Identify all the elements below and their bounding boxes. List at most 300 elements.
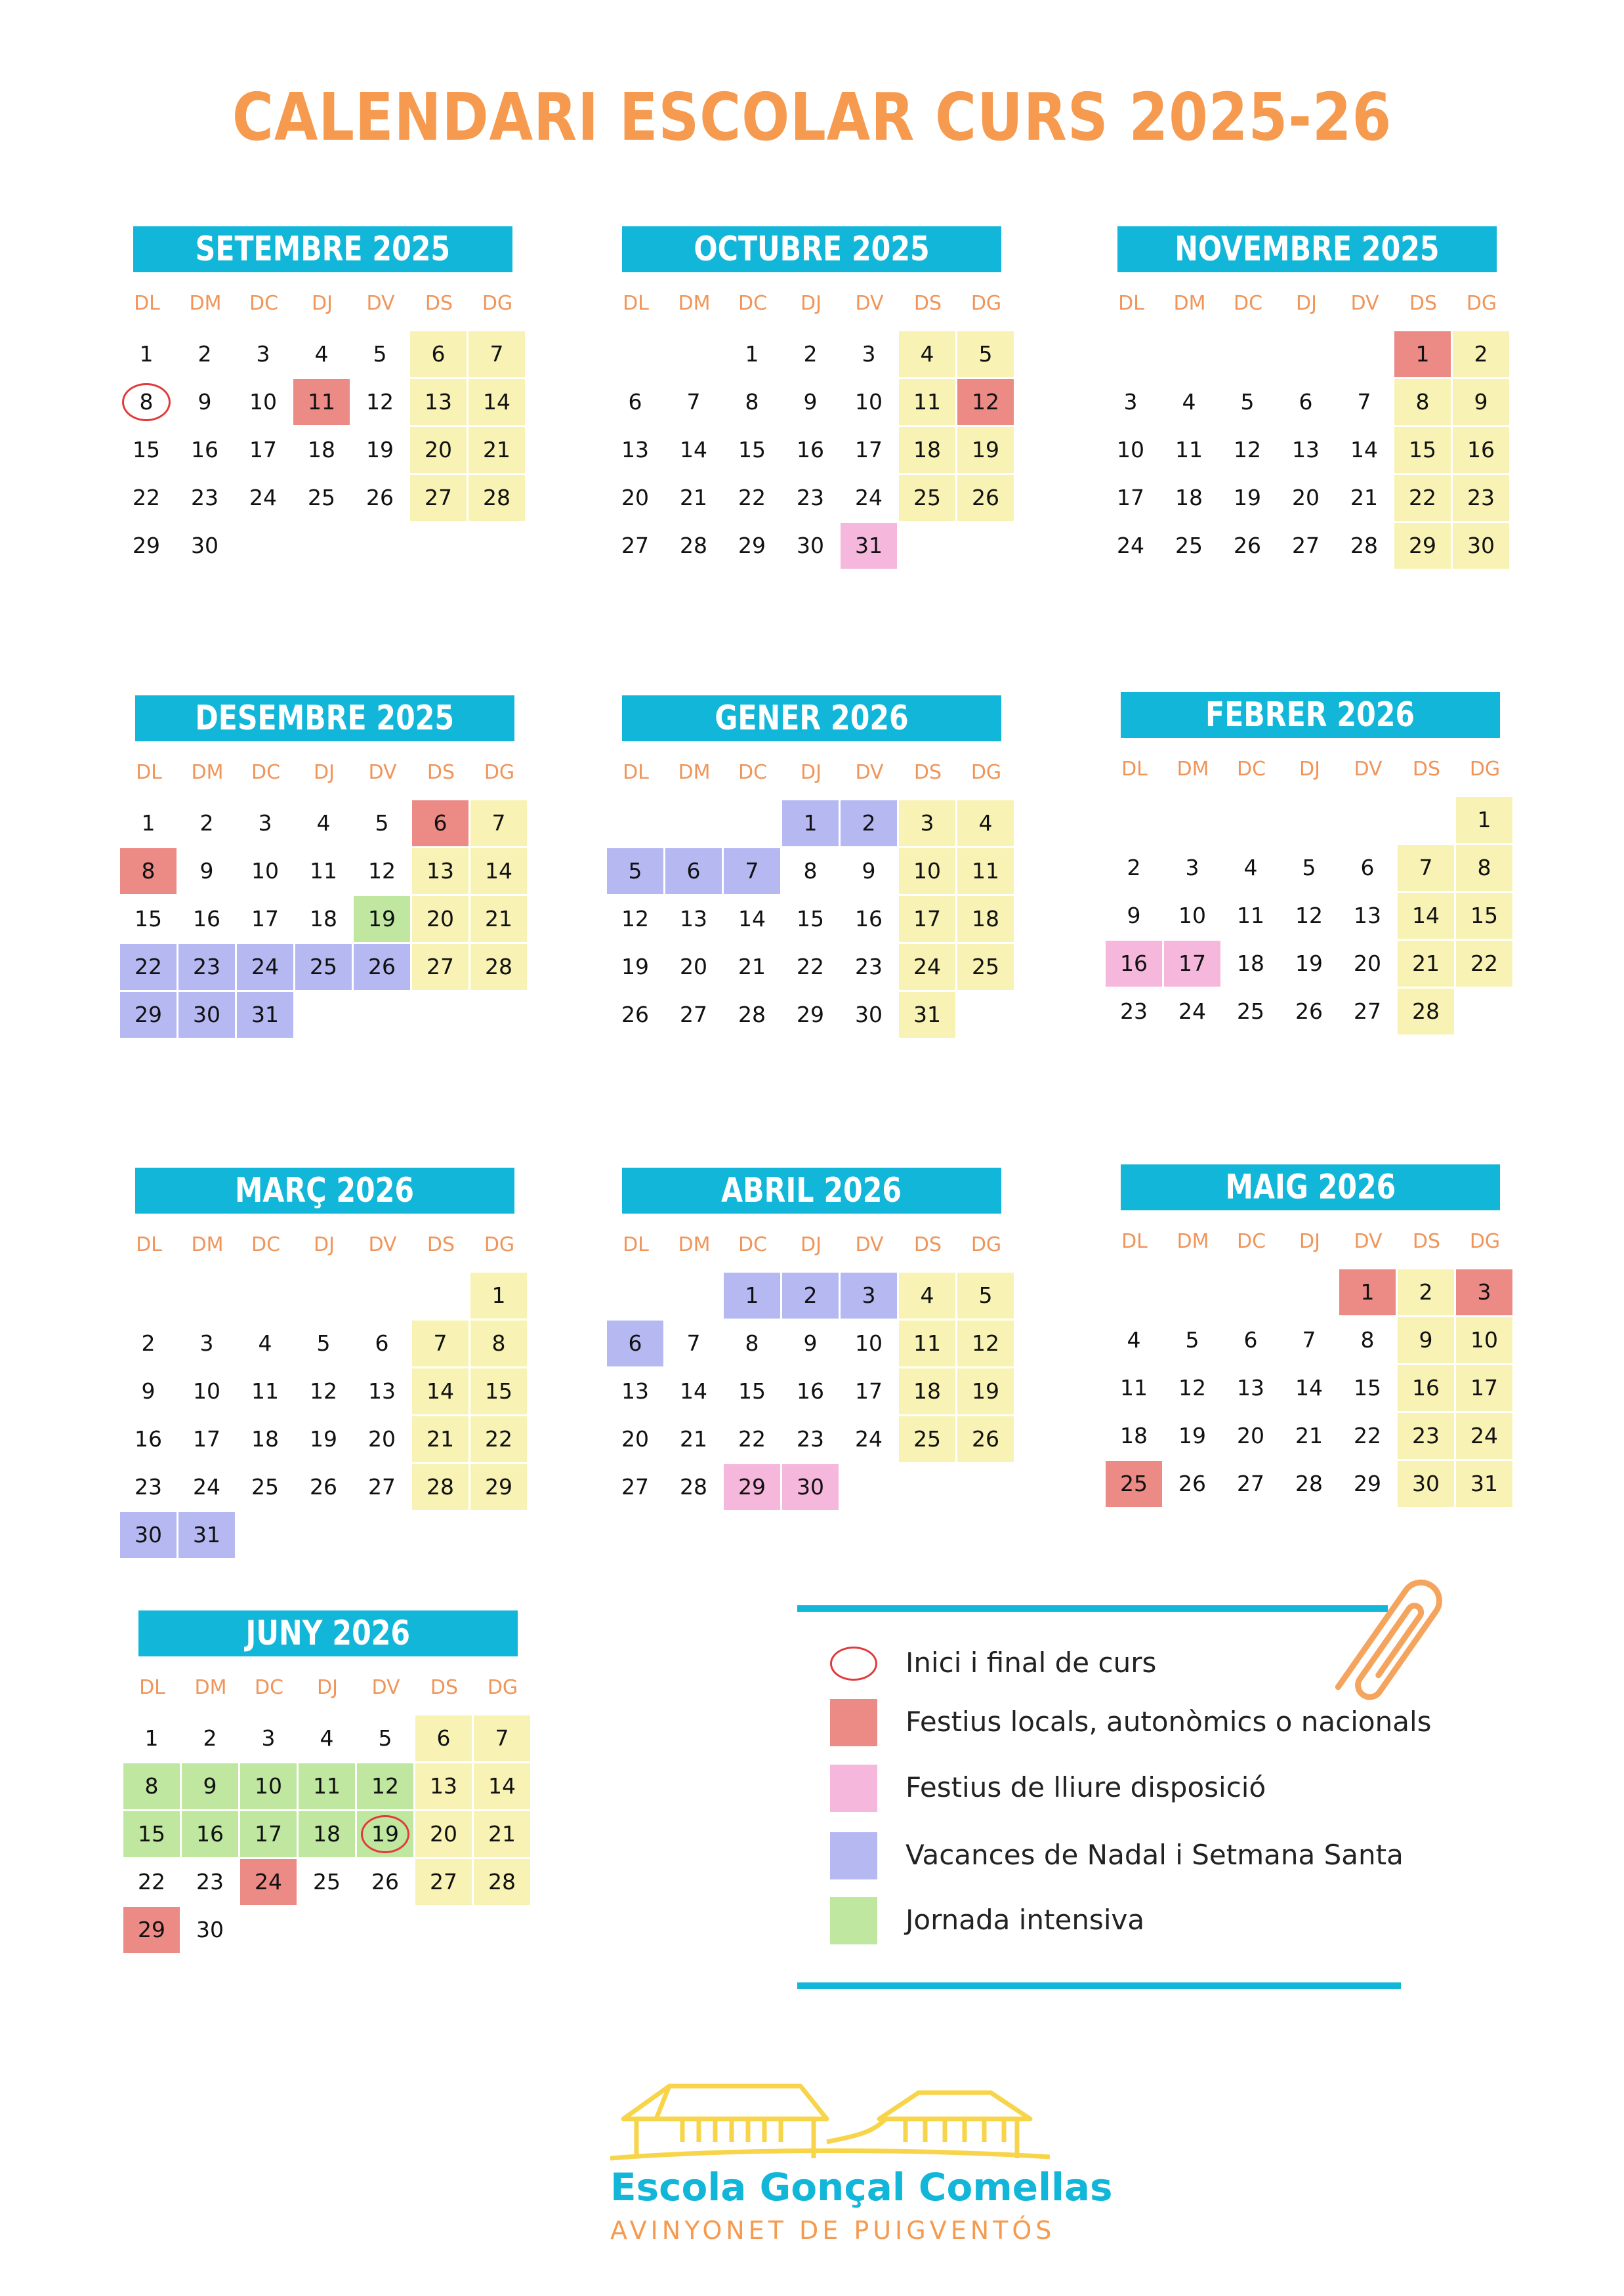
day-cell: 27 <box>415 1859 472 1905</box>
day-cell: 27 <box>621 1474 649 1500</box>
day-cell: 3 <box>862 341 876 367</box>
day-cell: 10 <box>855 389 883 415</box>
day-cell: 11 <box>899 379 955 425</box>
day-cell: 25 <box>1106 1461 1162 1507</box>
day-cell: 7 <box>412 1321 468 1366</box>
day-cell: 21 <box>680 485 707 510</box>
month-header <box>622 226 1001 272</box>
weekday-label: DL <box>136 1233 162 1256</box>
month-octubre <box>607 226 1027 594</box>
day-cell: 20 <box>621 485 649 510</box>
weekday-label: DC <box>251 1233 281 1256</box>
day-cell: 14 <box>474 1763 530 1809</box>
day-cell: 20 <box>412 896 468 942</box>
day-cell: 3 <box>256 341 270 367</box>
day-cell: 23 <box>1453 475 1509 521</box>
month-title: MARÇ 2026 <box>235 1171 415 1210</box>
day-cell: 10 <box>855 1330 883 1356</box>
day-cell: 20 <box>1292 485 1320 510</box>
day-cell: 23 <box>797 1426 824 1452</box>
day-cell: 23 <box>1120 998 1148 1024</box>
weekday-label: DJ <box>801 761 822 784</box>
day-cell: 1 <box>1339 1269 1396 1315</box>
day-cell: 2 <box>199 810 214 836</box>
day-cell: 25 <box>1237 998 1264 1024</box>
day-cell: 17 <box>855 1378 883 1404</box>
weekday-label: DS <box>427 761 455 784</box>
paperclip-icon <box>1325 1558 1457 1722</box>
day-cell: 2 <box>1398 1269 1454 1315</box>
day-cell: 21 <box>1350 485 1378 510</box>
day-cell: 13 <box>680 906 707 932</box>
day-cell: 13 <box>1354 903 1381 928</box>
day-cell: 5 <box>957 331 1014 377</box>
day-cell: 8 <box>803 858 818 884</box>
weekday-label: DC <box>1236 1230 1266 1253</box>
day-cell: 26 <box>1178 1471 1206 1496</box>
weekday-label: DL <box>134 292 160 315</box>
day-cell: 6 <box>628 389 642 415</box>
school-name: Escola Gonçal Comellas <box>610 2165 1113 2209</box>
day-cell: 13 <box>412 848 468 894</box>
weekday-label: DM <box>678 761 711 784</box>
weekday-label: DJ <box>1296 292 1317 315</box>
day-cell: 26 <box>957 1416 1014 1462</box>
day-cell: 1 <box>745 341 759 367</box>
day-cell: 28 <box>470 944 527 990</box>
day-cell: 9 <box>803 1330 818 1356</box>
day-cell: 4 <box>320 1725 334 1751</box>
day-cell: 24 <box>855 485 883 510</box>
weekday-label: DM <box>1176 758 1209 781</box>
day-cell: 24 <box>1456 1413 1512 1459</box>
day-cell: 2 <box>1127 855 1141 880</box>
day-cell: 7 <box>1398 845 1454 891</box>
day-cell: 20 <box>415 1811 472 1857</box>
weekday-label: DV <box>371 1676 400 1699</box>
day-cell: 8 <box>123 1763 180 1809</box>
day-cell: 20 <box>1237 1423 1264 1448</box>
day-cell: 2 <box>1453 331 1509 377</box>
day-cell: 25 <box>313 1869 341 1895</box>
day-cell: 26 <box>957 475 1014 521</box>
weekday-label: DJ <box>314 1233 335 1256</box>
day-cell: 7 <box>1302 1327 1316 1353</box>
day-cell: 18 <box>899 1368 955 1414</box>
day-cell: 24 <box>240 1859 297 1905</box>
weekday-label: DM <box>191 1233 224 1256</box>
day-cell: 4 <box>1182 389 1196 415</box>
day-cell: 28 <box>412 1464 468 1510</box>
day-cell: 24 <box>1178 998 1206 1024</box>
day-cell: 4 <box>1127 1327 1141 1353</box>
weekday-label: DG <box>970 292 1002 315</box>
day-cell: 19 <box>310 1426 337 1452</box>
weekday-label: DS <box>913 1233 942 1256</box>
day-cell: 26 <box>366 485 394 510</box>
day-cell: 20 <box>621 1426 649 1452</box>
month-title: NOVEMBRE 2025 <box>1175 230 1440 269</box>
weekday-label: DC <box>1233 292 1263 315</box>
day-cell: 22 <box>133 485 160 510</box>
month-header <box>1121 692 1500 738</box>
weekday-label: DM <box>191 761 224 784</box>
day-cell: 20 <box>1354 951 1381 976</box>
month-title: FEBRER 2026 <box>1205 695 1415 735</box>
day-cell: 30 <box>1453 523 1509 569</box>
weekday-label: DJ <box>1299 1230 1320 1253</box>
weekday-label: DC <box>249 292 279 315</box>
day-cell: 6 <box>410 331 467 377</box>
day-cell: 11 <box>293 379 350 425</box>
day-cell: 18 <box>899 427 955 473</box>
month-header <box>135 1168 514 1214</box>
weekday-label: DC <box>738 761 768 784</box>
weekday-label: DV <box>368 1233 397 1256</box>
day-cell: 5 <box>375 810 389 836</box>
day-cell: 16 <box>1106 941 1162 987</box>
legend-intensive-label: Jornada intensiva <box>906 1904 1145 1936</box>
day-cell: 2 <box>203 1725 217 1751</box>
day-cell: 28 <box>468 475 525 521</box>
month-header <box>622 1168 1001 1214</box>
month-gener <box>607 695 1027 1063</box>
day-cell: 22 <box>470 1416 527 1462</box>
day-cell: 17 <box>193 1426 220 1452</box>
day-cell: 1 <box>782 800 839 846</box>
day-cell: 16 <box>135 1426 162 1452</box>
day-cell: 15 <box>738 437 766 462</box>
day-cell: 31 <box>899 992 955 1038</box>
weekday-label: DJ <box>801 292 822 315</box>
day-cell: 29 <box>797 1002 824 1027</box>
weekday-label: DV <box>855 761 884 784</box>
day-cell: 28 <box>1295 1471 1323 1496</box>
day-cell: 3 <box>258 810 272 836</box>
day-cell: 25 <box>295 944 352 990</box>
day-cell: 14 <box>1398 893 1454 939</box>
day-cell: 21 <box>738 954 766 979</box>
weekday-label: DL <box>623 292 649 315</box>
day-cell: 27 <box>1237 1471 1264 1496</box>
weekday-label: DV <box>1354 758 1383 781</box>
day-cell: 5 <box>1185 1327 1199 1353</box>
day-cell: 1 <box>724 1273 780 1319</box>
day-cell: 8 <box>120 848 177 894</box>
day-cell: 4 <box>899 1273 955 1319</box>
day-cell: 4 <box>258 1330 272 1356</box>
day-cell: 23 <box>178 944 235 990</box>
legend-holidays-label: Festius locals, autonòmics o nacionals <box>906 1706 1432 1738</box>
day-cell: 1 <box>144 1725 159 1751</box>
day-cell: 14 <box>412 1368 468 1414</box>
weekday-label: DL <box>623 761 649 784</box>
day-cell: 5 <box>957 1273 1014 1319</box>
weekday-label: DS <box>1412 1230 1441 1253</box>
day-cell: 7 <box>686 1330 701 1356</box>
legend-vacation-label: Vacances de Nadal i Setmana Santa <box>906 1839 1404 1871</box>
day-cell: 23 <box>797 485 824 510</box>
day-cell: 13 <box>410 379 467 425</box>
day-cell: 22 <box>1456 941 1512 987</box>
day-cell: 29 <box>738 533 766 558</box>
weekday-label: DC <box>738 292 768 315</box>
day-cell: 17 <box>240 1811 297 1857</box>
day-cell: 22 <box>797 954 824 979</box>
month-marc <box>120 1168 540 1548</box>
weekday-label: DV <box>1354 1230 1383 1253</box>
month-febrer <box>1106 692 1526 1059</box>
weekday-label: DM <box>194 1676 227 1699</box>
weekday-label: DS <box>1409 292 1438 315</box>
weekday-label: DC <box>738 1233 768 1256</box>
day-cell: 13 <box>415 1763 472 1809</box>
day-cell: 25 <box>899 475 955 521</box>
day-cell: 29 <box>120 992 177 1038</box>
day-cell: 19 <box>957 427 1014 473</box>
day-cell: 10 <box>899 848 955 894</box>
day-cell: 28 <box>738 1002 766 1027</box>
day-cell: 20 <box>680 954 707 979</box>
day-cell: 29 <box>133 533 160 558</box>
day-cell: 28 <box>1350 533 1378 558</box>
day-cell: 3 <box>1185 855 1199 880</box>
weekday-label: DM <box>189 292 222 315</box>
day-cell: 1 <box>470 1273 527 1319</box>
day-cell: 8 <box>1394 379 1451 425</box>
day-cell: 30 <box>196 1917 224 1942</box>
day-cell: 18 <box>1175 485 1203 510</box>
day-cell: 11 <box>1175 437 1203 462</box>
day-cell: 8 <box>745 389 759 415</box>
month-maig <box>1106 1164 1526 1532</box>
month-title: GENER 2026 <box>715 699 909 738</box>
day-cell: 19 <box>354 896 410 942</box>
day-cell: 7 <box>474 1715 530 1761</box>
day-cell: 15 <box>797 906 824 932</box>
day-cell: 16 <box>1453 427 1509 473</box>
weekday-label: DS <box>425 292 453 315</box>
day-cell: 3 <box>899 800 955 846</box>
day-cell: 26 <box>310 1474 337 1500</box>
day-cell: 27 <box>410 475 467 521</box>
month-header <box>1121 1164 1500 1210</box>
day-cell: 21 <box>1398 941 1454 987</box>
day-cell: 28 <box>680 533 707 558</box>
day-cell: 30 <box>191 533 219 558</box>
day-cell: 6 <box>375 1330 389 1356</box>
day-cell: 28 <box>680 1474 707 1500</box>
weekday-label: DM <box>678 292 711 315</box>
day-cell: 19 <box>1178 1423 1206 1448</box>
day-cell: 26 <box>1295 998 1323 1024</box>
day-cell: 27 <box>1292 533 1320 558</box>
day-cell: 12 <box>621 906 649 932</box>
day-cell: 9 <box>182 1763 238 1809</box>
day-cell: 16 <box>191 437 219 462</box>
month-setembre <box>118 226 538 594</box>
day-cell: 1 <box>1456 797 1512 843</box>
day-cell: 11 <box>1237 903 1264 928</box>
weekday-label: DS <box>430 1676 459 1699</box>
day-cell: 30 <box>178 992 235 1038</box>
day-cell: 8 <box>470 1321 527 1366</box>
day-cell: 3 <box>1123 389 1138 415</box>
day-cell: 8 <box>118 379 175 425</box>
day-cell: 9 <box>1453 379 1509 425</box>
day-cell: 24 <box>237 944 293 990</box>
day-cell: 6 <box>1243 1327 1258 1353</box>
day-cell: 3 <box>841 1273 897 1319</box>
weekday-label: DS <box>913 761 942 784</box>
day-cell: 19 <box>957 1368 1014 1414</box>
day-cell: 24 <box>855 1426 883 1452</box>
day-cell: 2 <box>841 800 897 846</box>
day-cell: 17 <box>1117 485 1144 510</box>
day-cell: 17 <box>855 437 883 462</box>
school-buildings-icon <box>610 2073 1050 2165</box>
day-cell: 19 <box>366 437 394 462</box>
day-cell: 16 <box>797 1378 824 1404</box>
day-cell: 23 <box>855 954 883 979</box>
day-cell: 22 <box>138 1869 165 1895</box>
weekday-label: DG <box>487 1676 518 1699</box>
day-cell: 9 <box>1127 903 1141 928</box>
day-cell: 12 <box>366 389 394 415</box>
month-title: OCTUBRE 2025 <box>694 230 930 269</box>
weekday-label: DM <box>1176 1230 1209 1253</box>
day-cell: 30 <box>120 1512 177 1558</box>
page-title: CALENDARI ESCOLAR CURS 2025-26 <box>232 79 1392 155</box>
day-cell: 6 <box>1360 855 1375 880</box>
weekday-label: DV <box>855 292 884 315</box>
day-cell: 9 <box>199 858 214 884</box>
weekday-label: DJ <box>312 292 333 315</box>
day-cell: 5 <box>373 341 387 367</box>
day-cell: 26 <box>621 1002 649 1027</box>
day-cell: 13 <box>621 437 649 462</box>
month-abril <box>607 1168 1027 1535</box>
day-cell: 12 <box>957 379 1014 425</box>
day-cell: 3 <box>199 1330 214 1356</box>
day-cell: 7 <box>1357 389 1371 415</box>
weekday-label: DL <box>139 1676 165 1699</box>
day-cell: 21 <box>680 1426 707 1452</box>
day-cell: 10 <box>249 389 277 415</box>
weekday-label: DG <box>484 1233 515 1256</box>
day-cell: 22 <box>1354 1423 1381 1448</box>
day-cell: 14 <box>468 379 525 425</box>
day-cell: 14 <box>1350 437 1378 462</box>
day-cell: 27 <box>680 1002 707 1027</box>
day-cell: 15 <box>1456 893 1512 939</box>
day-cell: 18 <box>299 1811 355 1857</box>
day-cell: 23 <box>196 1869 224 1895</box>
day-cell: 29 <box>1394 523 1451 569</box>
day-cell: 4 <box>899 331 955 377</box>
legend-course-label: Inici i final de curs <box>906 1647 1157 1679</box>
day-cell: 8 <box>745 1330 759 1356</box>
day-cell: 14 <box>680 437 707 462</box>
weekday-label: DG <box>1469 1230 1501 1253</box>
day-cell: 2 <box>198 341 212 367</box>
weekday-label: DL <box>1121 1230 1148 1253</box>
day-cell: 13 <box>368 1378 396 1404</box>
day-cell: 12 <box>1234 437 1261 462</box>
day-cell: 14 <box>1295 1375 1323 1401</box>
month-title: SETEMBRE 2025 <box>195 230 451 269</box>
day-cell: 6 <box>415 1715 472 1761</box>
day-cell: 15 <box>738 1378 766 1404</box>
day-cell: 16 <box>855 906 883 932</box>
school-logo <box>610 2073 1113 2257</box>
day-cell: 30 <box>782 1464 839 1510</box>
intensive-swatch <box>830 1897 877 1944</box>
day-cell: 30 <box>797 533 824 558</box>
weekday-label: DS <box>913 292 942 315</box>
weekday-label: DV <box>1350 292 1379 315</box>
day-cell: 1 <box>141 810 156 836</box>
day-cell: 26 <box>371 1869 399 1895</box>
month-title: JUNY 2026 <box>245 1614 411 1653</box>
day-cell: 17 <box>249 437 277 462</box>
holiday-swatch <box>830 1699 877 1746</box>
day-cell: 12 <box>1178 1375 1206 1401</box>
day-cell: 18 <box>1237 951 1264 976</box>
day-cell: 18 <box>1120 1423 1148 1448</box>
weekday-label: DJ <box>314 761 335 784</box>
day-cell: 28 <box>474 1859 530 1905</box>
day-cell: 16 <box>1398 1365 1454 1411</box>
day-cell: 19 <box>357 1811 413 1857</box>
month-title: DESEMBRE 2025 <box>195 699 455 738</box>
day-cell: 25 <box>308 485 335 510</box>
day-cell: 29 <box>470 1464 527 1510</box>
day-cell: 12 <box>1295 903 1323 928</box>
day-cell: 10 <box>1178 903 1206 928</box>
day-cell: 29 <box>1354 1471 1381 1496</box>
day-cell: 18 <box>251 1426 279 1452</box>
day-cell: 12 <box>368 858 396 884</box>
day-cell: 21 <box>474 1811 530 1857</box>
day-cell: 13 <box>1237 1375 1264 1401</box>
day-cell: 5 <box>1302 855 1316 880</box>
month-title: ABRIL 2026 <box>721 1171 902 1210</box>
day-cell: 19 <box>621 954 649 979</box>
weekday-label: DL <box>1118 292 1144 315</box>
legend-bottom-line <box>797 1982 1401 1989</box>
day-cell: 11 <box>957 848 1014 894</box>
day-cell: 15 <box>123 1811 180 1857</box>
month-header <box>138 1610 518 1656</box>
weekday-label: DC <box>251 761 281 784</box>
day-cell: 10 <box>193 1378 220 1404</box>
day-cell: 12 <box>357 1763 413 1809</box>
weekday-label: DV <box>366 292 395 315</box>
weekday-label: DC <box>254 1676 284 1699</box>
day-cell: 3 <box>1456 1269 1512 1315</box>
month-title: MAIG 2026 <box>1225 1168 1396 1207</box>
day-cell: 30 <box>1398 1461 1454 1507</box>
legend-top-line <box>797 1605 1388 1612</box>
day-cell: 5 <box>1240 389 1255 415</box>
day-cell: 27 <box>368 1474 396 1500</box>
weekday-label: DS <box>427 1233 455 1256</box>
day-cell: 10 <box>1456 1317 1512 1363</box>
weekday-label: DG <box>1469 758 1501 781</box>
day-cell: 22 <box>738 1426 766 1452</box>
month-header <box>622 695 1001 741</box>
